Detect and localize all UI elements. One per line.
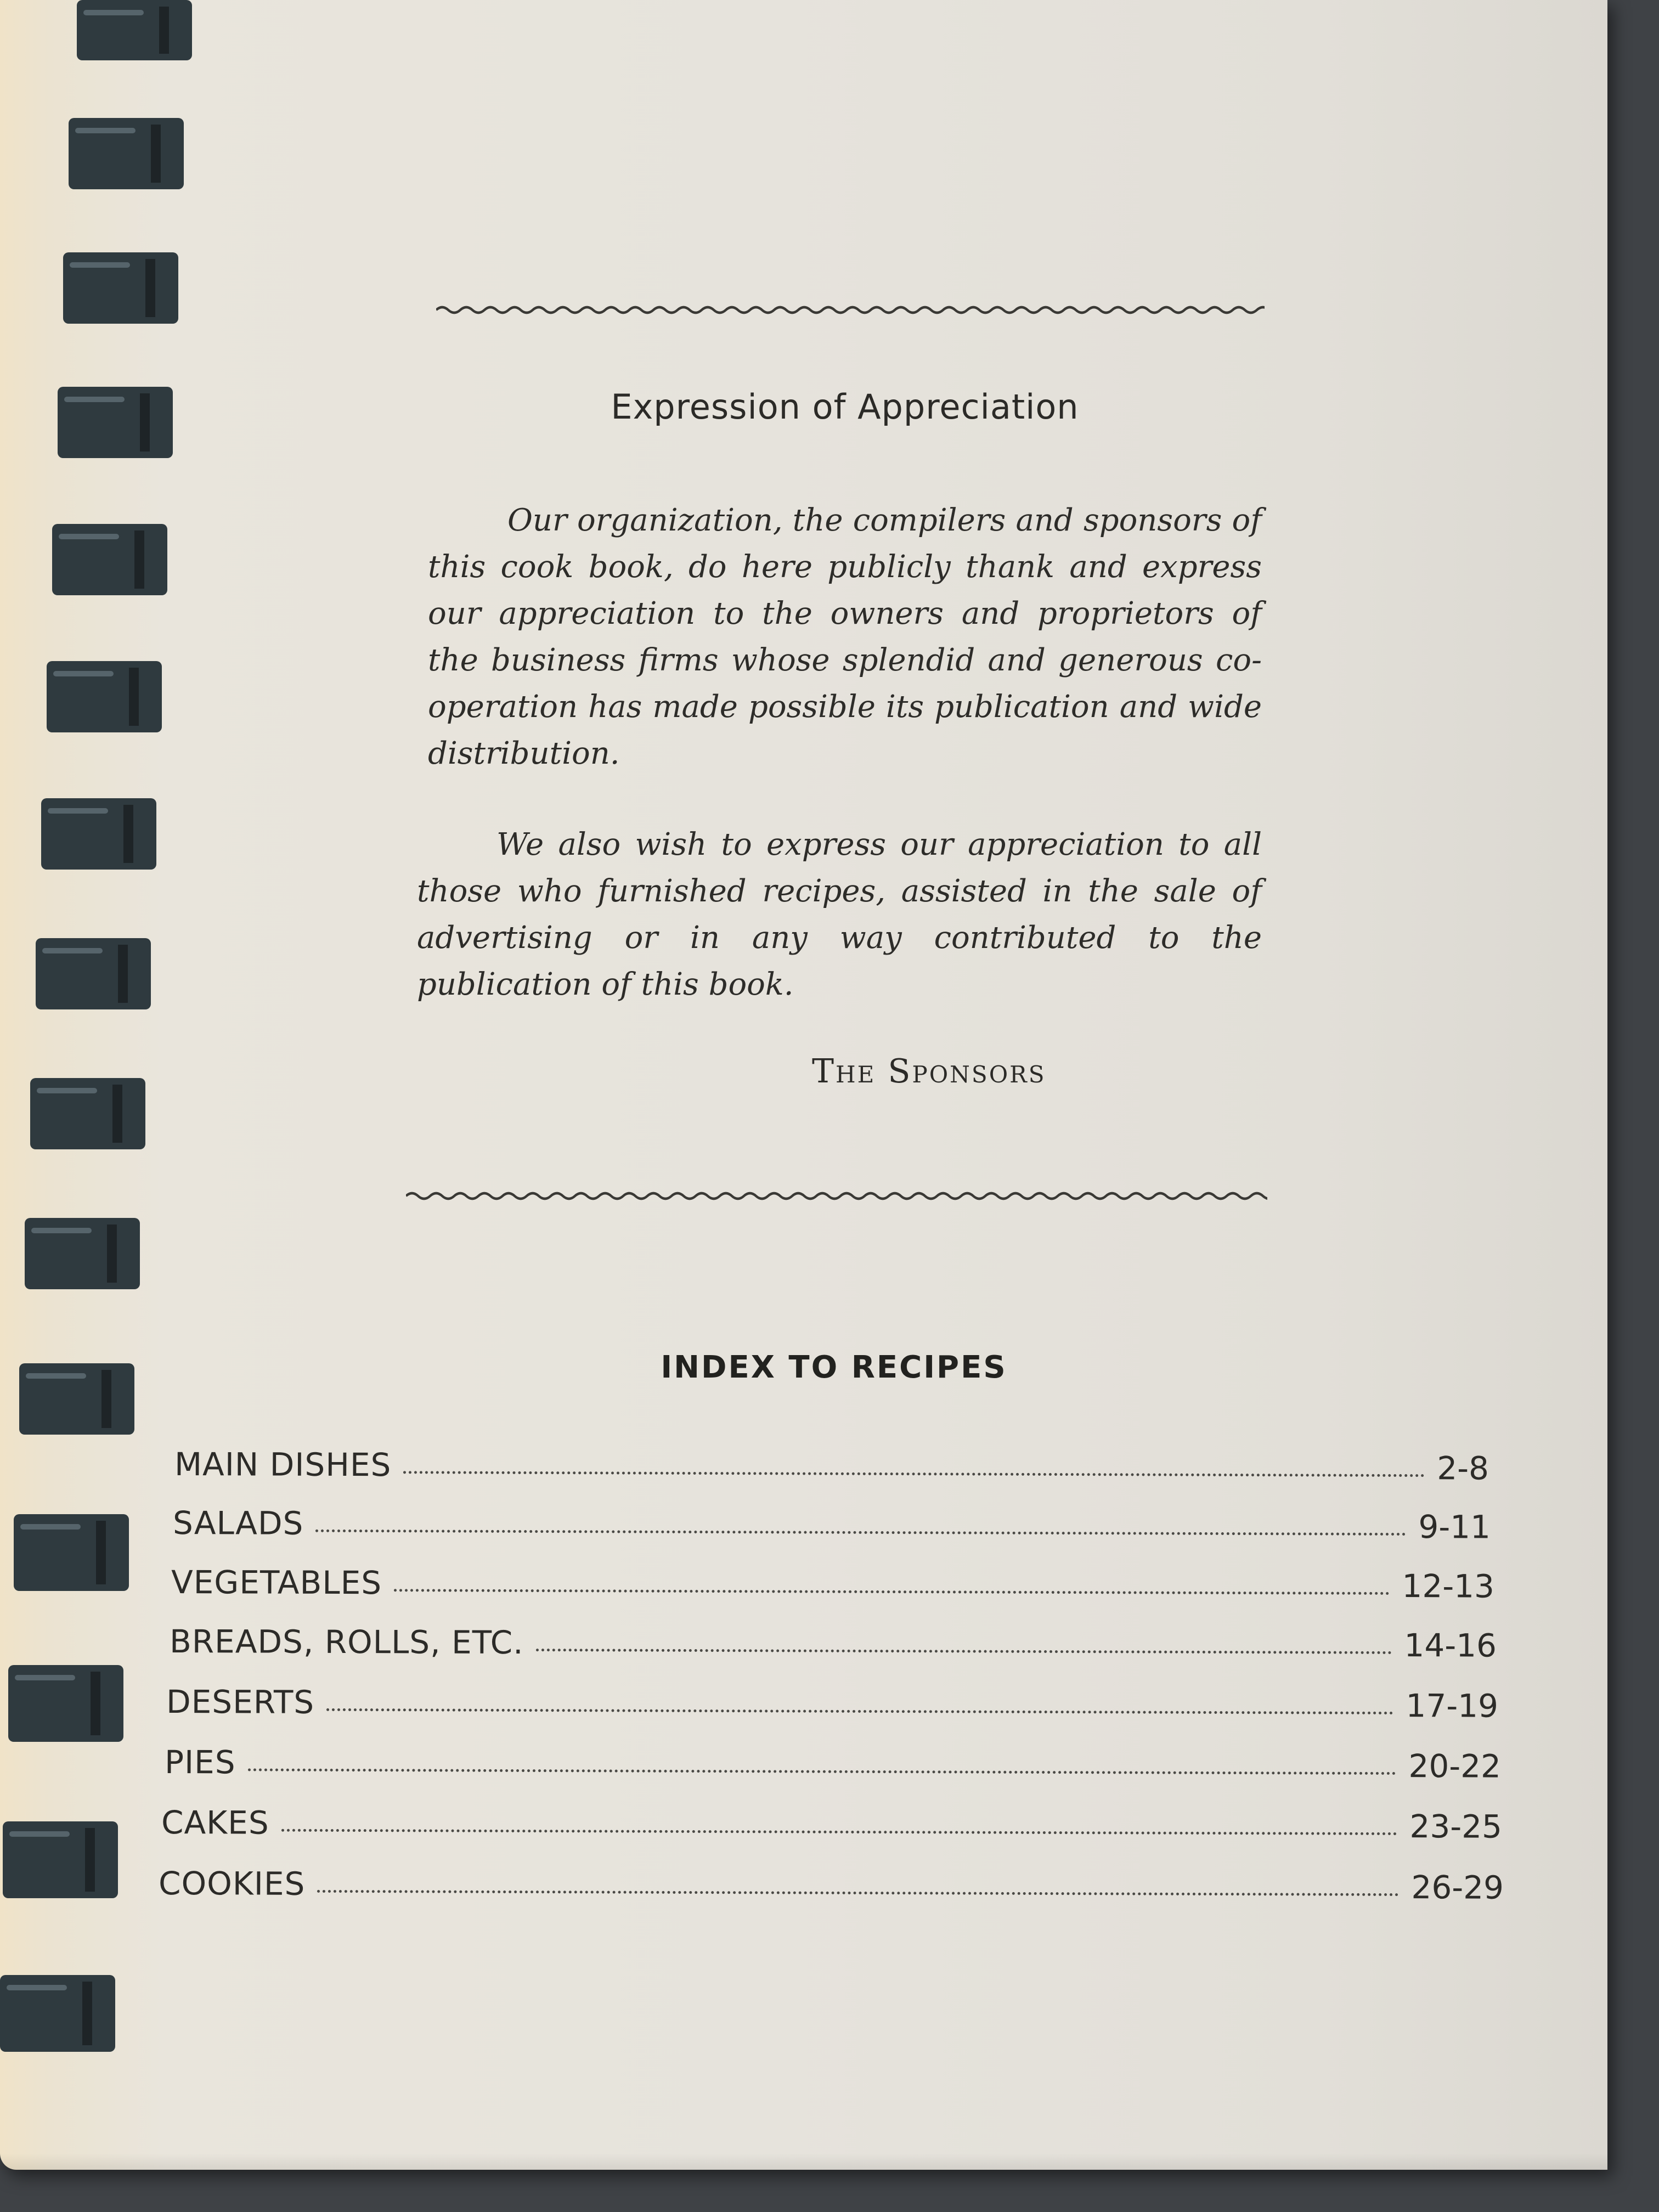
- index-entry-label: BREADS, ROLLS, ETC.: [169, 1623, 524, 1662]
- binding-ring: [63, 252, 178, 324]
- index-entry-pages: 26-29: [1411, 1869, 1504, 1906]
- index-entry-pages: 14-16: [1404, 1627, 1497, 1664]
- dot-leader: [403, 1468, 1425, 1477]
- appreciation-title: Expression of Appreciation: [611, 387, 1079, 427]
- binding-ring: [77, 0, 192, 60]
- bottom-wavy-divider: [406, 1185, 1267, 1207]
- index-entry-pies: [165, 1743, 1501, 1797]
- index-entry-deserts: [166, 1683, 1498, 1737]
- index-entry-label: MAIN DISHES: [174, 1446, 392, 1484]
- index-entry-cakes: [161, 1804, 1502, 1858]
- index-entry-label: COOKIES: [158, 1865, 306, 1903]
- binding-ring: [0, 1975, 115, 2052]
- binding-ring: [52, 524, 167, 595]
- binding-ring: [14, 1514, 129, 1591]
- index-entry-pages: 9-11: [1418, 1508, 1491, 1546]
- index-entry-label: CAKES: [161, 1804, 269, 1842]
- index-entry-pages: 20-22: [1408, 1747, 1502, 1785]
- dot-leader: [394, 1585, 1390, 1595]
- dot-leader: [248, 1765, 1397, 1775]
- dot-leader: [281, 1826, 1398, 1835]
- index-entry-vegetables: [171, 1564, 1494, 1617]
- binding-ring: [25, 1218, 140, 1289]
- binding-ring: [30, 1078, 145, 1149]
- dot-leader: [536, 1645, 1392, 1654]
- spiral-binding: [0, 0, 198, 2212]
- binding-ring: [3, 1821, 118, 1898]
- index-title: INDEX TO RECIPES: [661, 1350, 1007, 1385]
- binding-ring: [36, 938, 151, 1009]
- dot-leader: [315, 1526, 1406, 1536]
- binding-ring: [19, 1363, 134, 1435]
- index-entry-pages: 2-8: [1437, 1449, 1489, 1487]
- index-entry-label: SALADS: [172, 1504, 304, 1542]
- binding-ring: [47, 661, 162, 732]
- binding-ring: [69, 118, 184, 189]
- binding-ring: [58, 387, 173, 458]
- index-entry-cookies: [159, 1865, 1504, 1918]
- sponsors-signature: The Sponsors: [812, 1052, 1046, 1091]
- index-entry-breads-rolls-etc: [170, 1623, 1497, 1677]
- top-wavy-divider: [436, 299, 1265, 321]
- binding-ring: [8, 1665, 123, 1742]
- index-entry-label: DESERTS: [166, 1683, 315, 1721]
- dot-leader: [326, 1705, 1393, 1714]
- appreciation-paragraph-1: Our organization, the compilers and sponsors of this cook book, do here publicly thank and express our appreciation to the owners and proprietors of the business firms whose splendid and generous co-operation has made possible its publication and wide distribution.: [428, 503, 1262, 771]
- index-entry-pages: 17-19: [1406, 1687, 1499, 1725]
- index-entry-pages: 12-13: [1402, 1567, 1495, 1605]
- binding-ring: [41, 798, 156, 870]
- index-entry-pages: 23-25: [1409, 1808, 1503, 1846]
- index-entry-salads: [173, 1504, 1491, 1558]
- index-entry-main-dishes: [174, 1446, 1489, 1499]
- appreciation-paragraph-2: We also wish to express our appreciation to all those who furnished recipes, assisted in the sale of advertising or in any way contributed to the publication of this book.: [417, 827, 1262, 1002]
- index-entry-label: VEGETABLES: [171, 1564, 382, 1602]
- index-entry-label: PIES: [164, 1743, 236, 1781]
- page-bottom-edge: [0, 2153, 1607, 2170]
- dot-leader: [317, 1887, 1399, 1896]
